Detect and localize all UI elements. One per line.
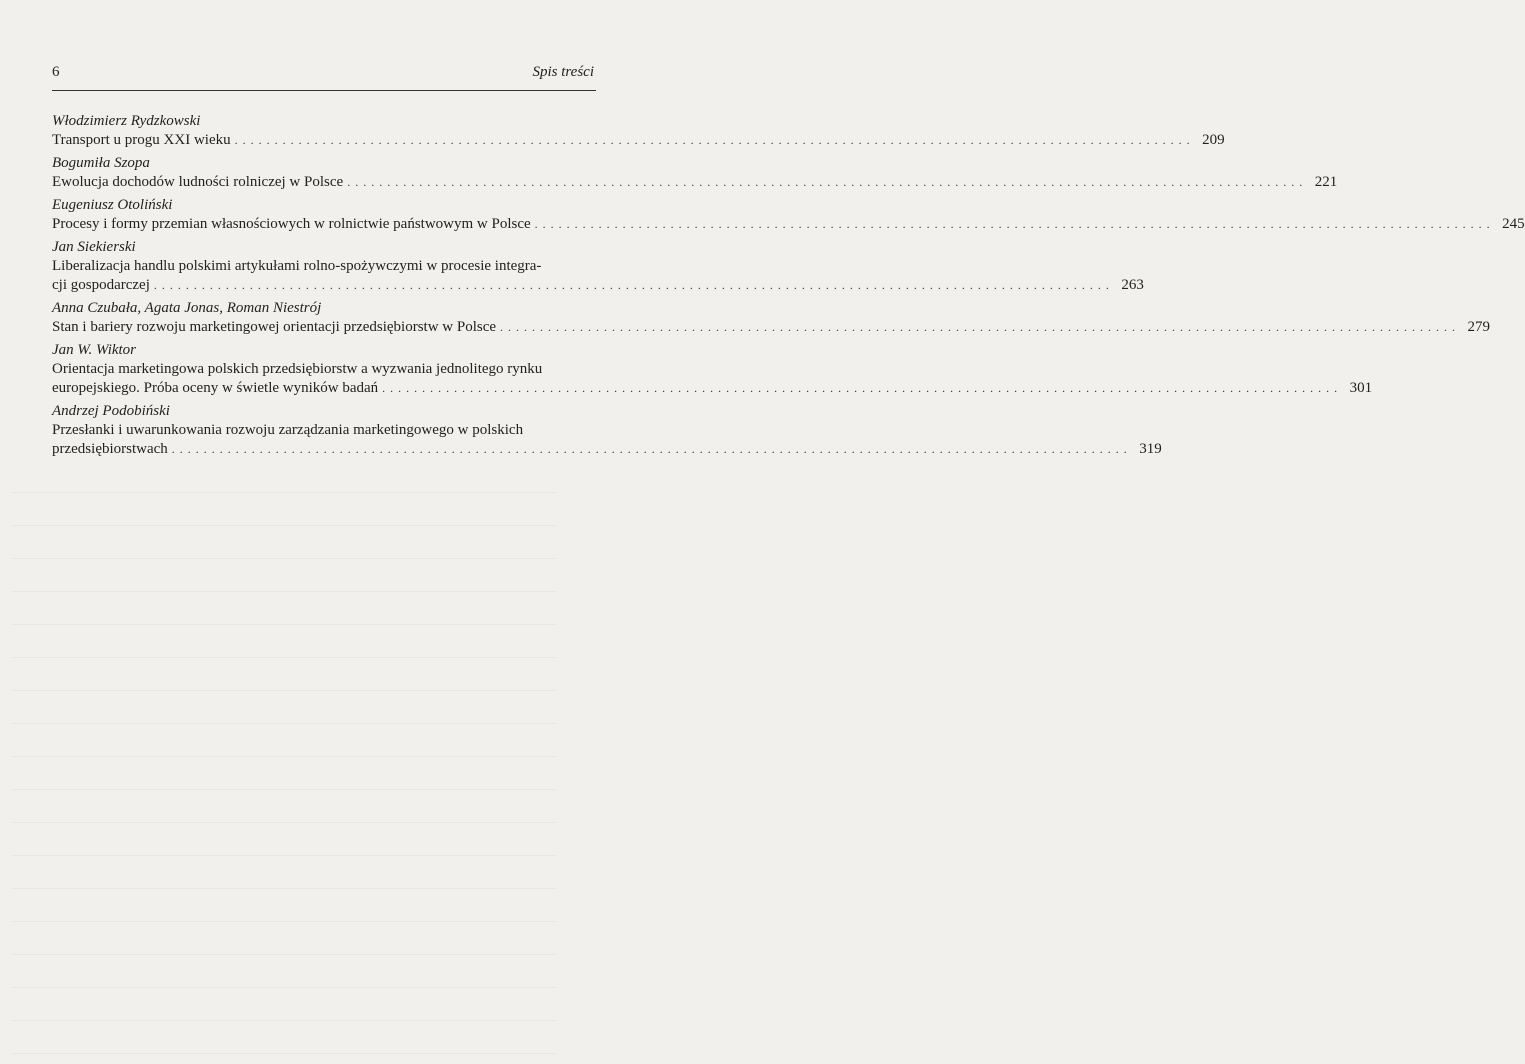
leader-dots: . . . . . . . . . . . . . . . . . . . . . . . . . . . . . . . . . . . . . . . . . . . . . . . . . . . . . . . . . . . . . . . . . . . . . . . . . . . . . . . . . . . . . . . . . . . . . . . . . . . . . . . . . . . . . . . . . . . . . . . . [382, 381, 1339, 395]
table-of-contents [52, 112, 1525, 463]
toc-entry-page: 301 [1349, 380, 1373, 396]
running-header [52, 64, 596, 88]
page-number: 6 [52, 64, 60, 80]
toc-entry-title: Liberalizacja handlu polskimi artykułami rolno-spożywczymi w procesie integra- [52, 258, 542, 274]
toc-entry [52, 196, 1525, 234]
leader-dots: . . . . . . . . . . . . . . . . . . . . . . . . . . . . . . . . . . . . . . . . . . . . . . . . . . . . . . . . . . . . . . . . . . . . . . . . . . . . . . . . . . . . . . . . . . . . . . . . . . . . . . . . . . . . . . . . . . . . . . . . [500, 320, 1457, 334]
toc-entry [52, 341, 1373, 398]
toc-entry-title-line [52, 276, 1144, 295]
toc-entry-page: 279 [1467, 319, 1491, 335]
toc-entry-author: Andrzej Podobiński [52, 403, 170, 419]
toc-entry-author: Włodzimierz Rydzkowski [52, 113, 201, 129]
toc-entry-author: Bogumiła Szopa [52, 155, 150, 171]
toc-entry-title-line [52, 379, 1373, 398]
toc-entry-title: Transport u progu XXI wieku [52, 132, 231, 148]
toc-entry-page: 245 [1502, 216, 1525, 232]
toc-entry-author: Jan Siekierski [52, 239, 136, 255]
toc-entry-title: Ewolucja dochodów ludności rolniczej w Polsce [52, 174, 344, 190]
toc-entry-title-line [52, 360, 596, 379]
document-page [52, 0, 1525, 1000]
toc-entry-author: Jan W. Wiktor [52, 342, 137, 358]
toc-entry-title-line [52, 421, 596, 440]
running-title: Spis treści [532, 64, 594, 80]
toc-entry-page: 263 [1121, 277, 1144, 293]
header-rule [52, 90, 596, 91]
toc-entry-title: europejskiego. Próba oceny w świetle wyników badań [52, 380, 379, 396]
toc-entry-author: Anna Czubała, Agata Jonas, Roman Niestrój [52, 300, 322, 316]
toc-entry-title-line [52, 173, 1338, 192]
leader-dots: . . . . . . . . . . . . . . . . . . . . . . . . . . . . . . . . . . . . . . . . . . . . . . . . . . . . . . . . . . . . . . . . . . . . . . . . . . . . . . . . . . . . . . . . . . . . . . . . . . . . . . . . . . . . . . . . . . . . . . . . [234, 133, 1191, 147]
toc-entry-title-line [52, 440, 1162, 459]
toc-entry [52, 402, 1162, 459]
toc-entry-title-line [52, 257, 596, 276]
toc-entry-author: Eugeniusz Otoliński [52, 197, 173, 213]
toc-entry-page: 221 [1314, 174, 1338, 190]
toc-entry-title: Procesy i formy przemian własnościowych w rolnictwie państwowym w Polsce [52, 216, 531, 232]
toc-entry-page: 319 [1139, 441, 1162, 457]
toc-entry [52, 299, 1491, 337]
toc-entry-title: Przesłanki i uwarunkowania rozwoju zarządzania marketingowego w polskich [52, 422, 524, 438]
toc-entry [52, 112, 1225, 150]
leader-dots: . . . . . . . . . . . . . . . . . . . . . . . . . . . . . . . . . . . . . . . . . . . . . . . . . . . . . . . . . . . . . . . . . . . . . . . . . . . . . . . . . . . . . . . . . . . . . . . . . . . . . . . . . . . . . . . . . . . . . . . . [347, 175, 1304, 189]
leader-dots: . . . . . . . . . . . . . . . . . . . . . . . . . . . . . . . . . . . . . . . . . . . . . . . . . . . . . . . . . . . . . . . . . . . . . . . . . . . . . . . . . . . . . . . . . . . . . . . . . . . . . . . . . . . . . . . . . . . . . . . . [534, 217, 1491, 231]
toc-entry-title-line [52, 215, 1525, 234]
toc-entry [52, 154, 1338, 192]
toc-entry [52, 238, 1144, 295]
leader-dots: . . . . . . . . . . . . . . . . . . . . . . . . . . . . . . . . . . . . . . . . . . . . . . . . . . . . . . . . . . . . . . . . . . . . . . . . . . . . . . . . . . . . . . . . . . . . . . . . . . . . . . . . . . . . . . . . . . . . . . . . [153, 278, 1110, 292]
toc-entry-title: cji gospodarczej [52, 277, 150, 293]
toc-entry-title: przedsiębiorstwach [52, 441, 168, 457]
toc-entry-title-line [52, 318, 1491, 337]
toc-entry-title: Orientacja marketingowa polskich przedsiębiorstw a wyzwania jednolitego rynku [52, 361, 543, 377]
toc-entry-title-line [52, 131, 1225, 150]
toc-entry-page: 209 [1202, 132, 1225, 148]
leader-dots: . . . . . . . . . . . . . . . . . . . . . . . . . . . . . . . . . . . . . . . . . . . . . . . . . . . . . . . . . . . . . . . . . . . . . . . . . . . . . . . . . . . . . . . . . . . . . . . . . . . . . . . . . . . . . . . . . . . . . . . . [171, 442, 1128, 456]
show-through-background [52, 470, 596, 1000]
toc-entry-title: Stan i bariery rozwoju marketingowej orientacji przedsiębiorstw w Polsce [52, 319, 497, 335]
